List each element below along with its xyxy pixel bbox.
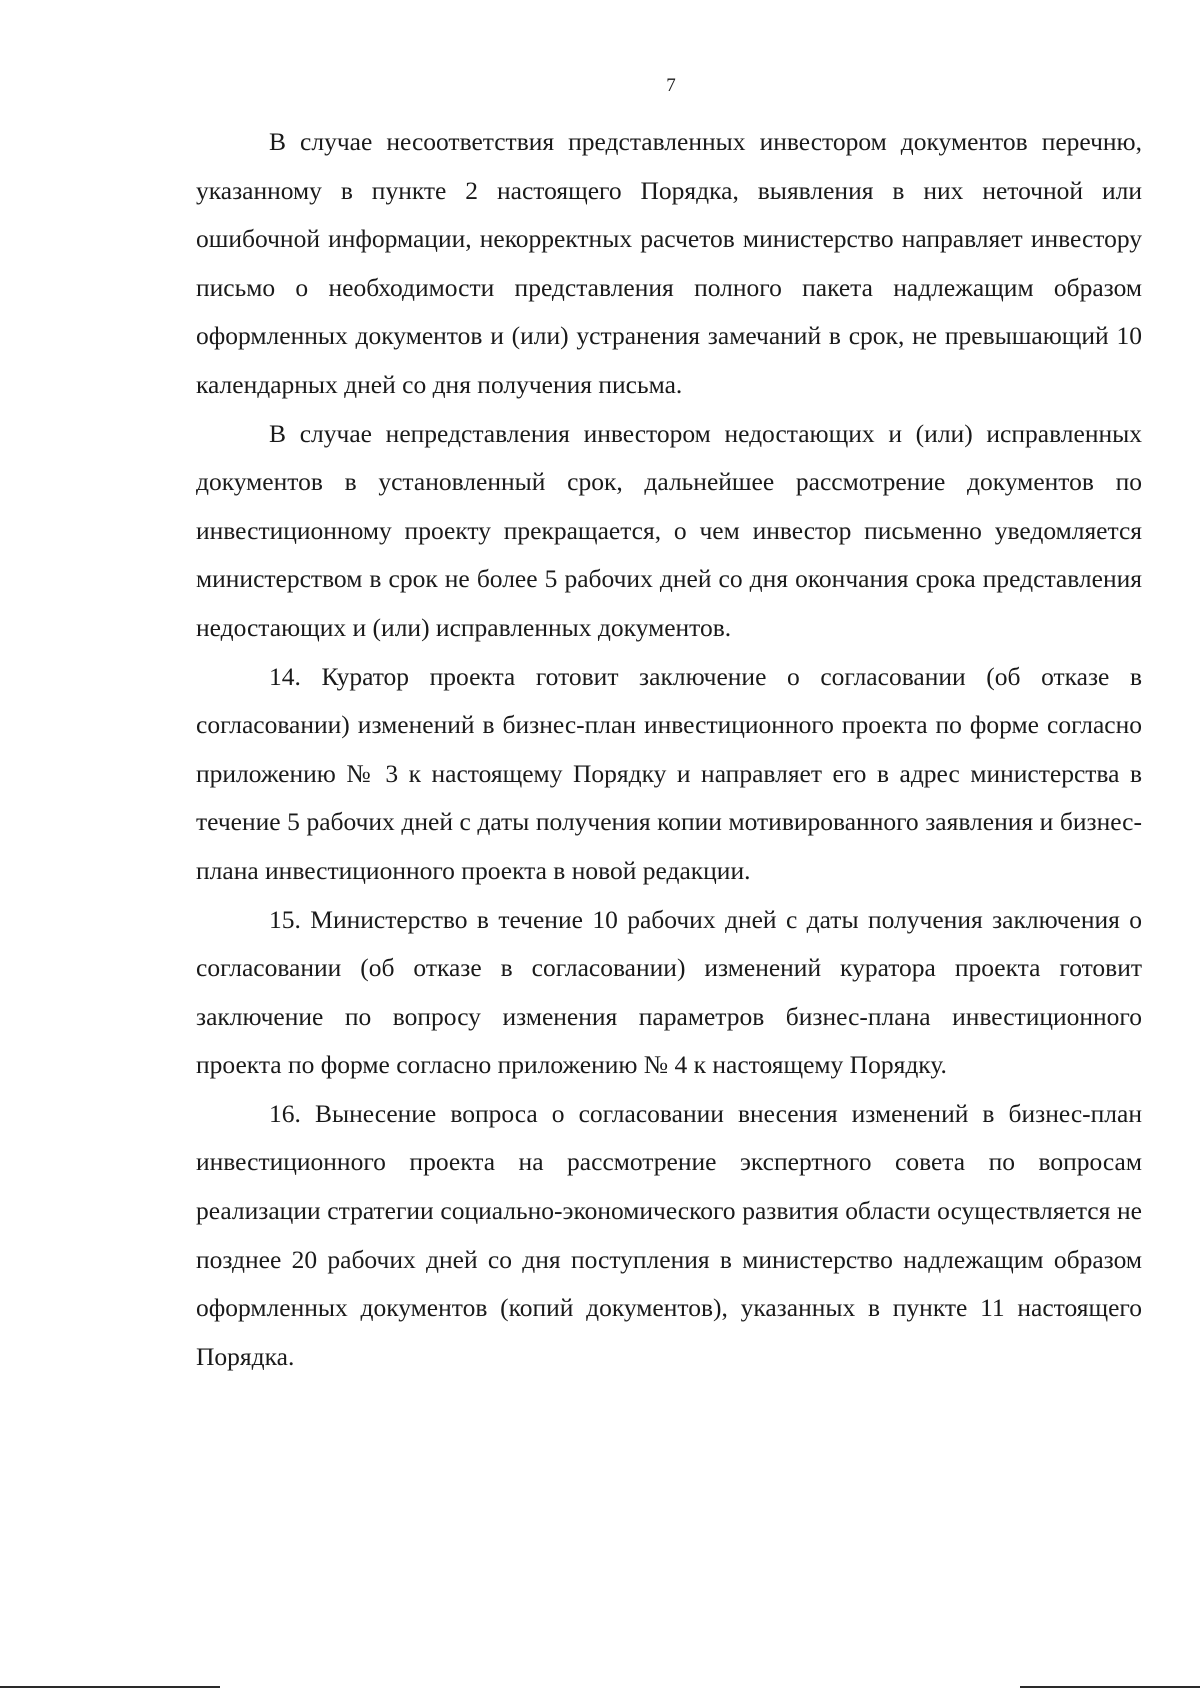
paragraph-clause-16: 16. Вынесение вопроса о согласовании внесения изменений в бизнес-план инвестиционного проекта на рассмотрение экспертного совета по вопросам реализации стратегии социально-экономического развития области осуществляется не позднее 20 рабочих дней со дня поступления в министерство надлежащим образом оформленных документов (копий документов), указанных в пункте 11 настоящего Порядка. xyxy=(196,1098,1142,1371)
paragraph-clause-14: 14. Куратор проекта готовит заключение о согласовании (об отказе в согласовании) изменений в бизнес-план инвестиционного проекта по форме согласно приложению № 3 к настоящему Порядку и направляет его в адрес министерства в течение 5 рабочих дней с даты получения копии мотивированного заявления и бизнес-плана инвестиционного проекта в новой редакции. xyxy=(196,661,1142,885)
paragraph-clause-15: 15. Министерство в течение 10 рабочих дней с даты получения заключения о согласовании (об отказе в согласовании) изменений куратора проекта готовит заключение по вопросу изменения параметров бизнес-плана инвестиционного проекта по форме согласно приложению № 4 к настоящему Порядку. xyxy=(196,904,1142,1080)
document-body xyxy=(196,118,1142,1381)
page-number: 7 xyxy=(666,75,676,96)
paragraph-incomplete-documents: В случае несоответствия представленных инвестором документов перечню, указанному в пункте 2 настоящего Порядка, выявления в них неточной или ошибочной информации, некорректных расчетов министерство направляет инвестору письмо о необходимости представления полного пакета надлежащим образом оформленных документов и (или) устранения замечаний в срок, не превышающий 10 календарных дней со дня получения письма. xyxy=(196,127,1142,399)
scan-bottom-edge-line xyxy=(0,1686,1200,1688)
paragraph-non-submission: В случае непредставления инвестором недостающих и (или) исправленных документов в установленный срок, дальнейшее рассмотрение документов по инвестиционному проекту прекращается, о чем инвестор письменно уведомляется министерством в срок не более 5 рабочих дней со дня окончания срока представления недостающих и (или) исправленных документов. xyxy=(196,418,1142,642)
